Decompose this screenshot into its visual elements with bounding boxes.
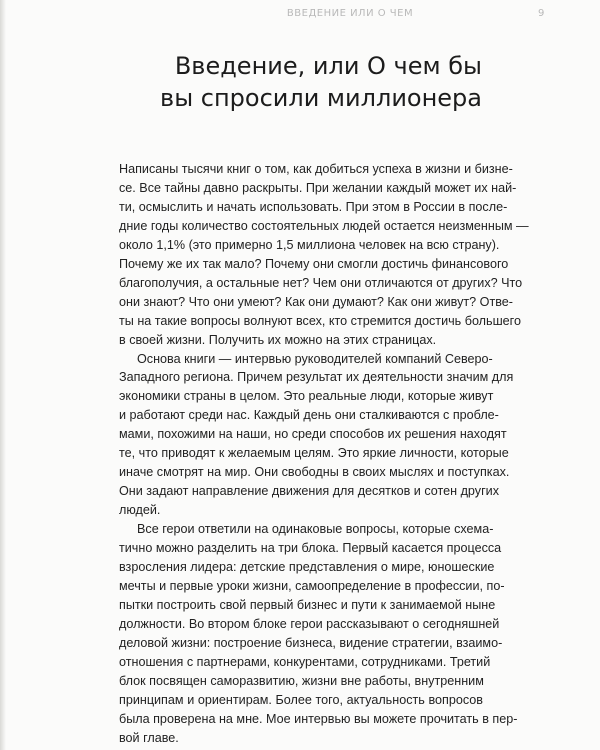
text-line: вой главе. bbox=[119, 730, 179, 745]
text-line: и работают среди нас. Каждый день они сталкиваются с пробле- bbox=[119, 408, 499, 423]
paragraph-1 bbox=[119, 160, 529, 350]
paragraph-2 bbox=[119, 350, 514, 521]
text-line: взросления лидера: детские представления о мире, юношеские bbox=[119, 560, 495, 575]
text-line: около 1,1% (это примерно 1,5 миллиона человек на всю страну). bbox=[119, 237, 500, 252]
text-line: деловой жизни: построение бизнеса, видение стратегии, взаимо- bbox=[119, 635, 503, 650]
text-line: тично можно разделить на три блока. Первый касается процесса bbox=[119, 541, 502, 556]
text-line: Написаны тысячи книг о том, как добиться успеха в жизни и бизне- bbox=[119, 162, 513, 176]
page-edge-shadow bbox=[0, 0, 6, 750]
page-number: 9 bbox=[538, 8, 545, 19]
running-head: ВВЕДЕНИЕ ИЛИ О ЧЕМ bbox=[286, 8, 414, 19]
body-text bbox=[119, 160, 529, 748]
text-line: в своей жизни. Получить их можно на этих страницах. bbox=[119, 332, 437, 347]
text-line: мечты и первые уроки жизни, самоопределение в профессии, по- bbox=[119, 578, 505, 593]
text-line: иначе смотрят на мир. Они свободны в своих мыслях и поступках. bbox=[119, 465, 510, 480]
text-line: людей. bbox=[119, 503, 161, 518]
text-line: пытки построить свой первый бизнес и пути к занимаемой ныне bbox=[119, 597, 496, 612]
text-line: принципам и ориентирам. Более того, актуальность вопросов bbox=[119, 692, 483, 707]
text-line: должности. Во втором блоке герои рассказывают о сегодняшней bbox=[119, 616, 500, 631]
text-line: Они задают направление движения для десятков и сотен других bbox=[119, 484, 500, 499]
text-line: экономики страны в целом. Это реальные люди, которые живут bbox=[119, 389, 494, 404]
text-line: ти, осмыслить и начать использовать. При этом в России в после- bbox=[119, 199, 508, 214]
paragraph-3 bbox=[119, 520, 518, 747]
text-line: дние годы количество состоятельных людей остается неизменным — bbox=[119, 218, 529, 233]
text-line: была проверена на мне. Мое интервью вы можете прочитать в пер- bbox=[119, 711, 518, 726]
text-line: блок посвящен саморазвитию, жизни вне работы, внутренним bbox=[119, 673, 484, 688]
text-line: они знают? Что они умеют? Как они думают? Как они живут? Отве- bbox=[119, 294, 513, 309]
chapter-title bbox=[122, 50, 482, 114]
text-line: ты на такие вопросы волнуют всех, кто стремится достичь большего bbox=[119, 313, 522, 328]
text-line: Все герои ответили на одинаковые вопросы, которые схема- bbox=[137, 522, 494, 537]
text-line: мами, похожими на наши, но среди способов их решения находят bbox=[119, 427, 507, 442]
text-line: те, что приводят к желаемым целям. Это яркие личности, которые bbox=[119, 446, 509, 461]
chapter-title-line-1: Введение, или О чем бы bbox=[174, 52, 482, 80]
text-line: благополучия, а остальные нет? Чем они отличаются от других? Что bbox=[119, 275, 523, 290]
text-line: Западного региона. Причем результат их деятельности значим для bbox=[119, 370, 514, 385]
text-line: Почему же их так мало? Почему они смогли достичь финансового bbox=[119, 256, 509, 271]
text-line: Основа книги — интервью руководителей компаний Северо- bbox=[137, 351, 493, 366]
text-line: отношения с партнерами, конкурентами, сотрудниками. Третий bbox=[119, 654, 491, 669]
text-line: се. Все тайны давно раскрыты. При желании каждый может их най- bbox=[119, 180, 517, 195]
chapter-title-line-2: вы спросили миллионера bbox=[160, 84, 482, 112]
